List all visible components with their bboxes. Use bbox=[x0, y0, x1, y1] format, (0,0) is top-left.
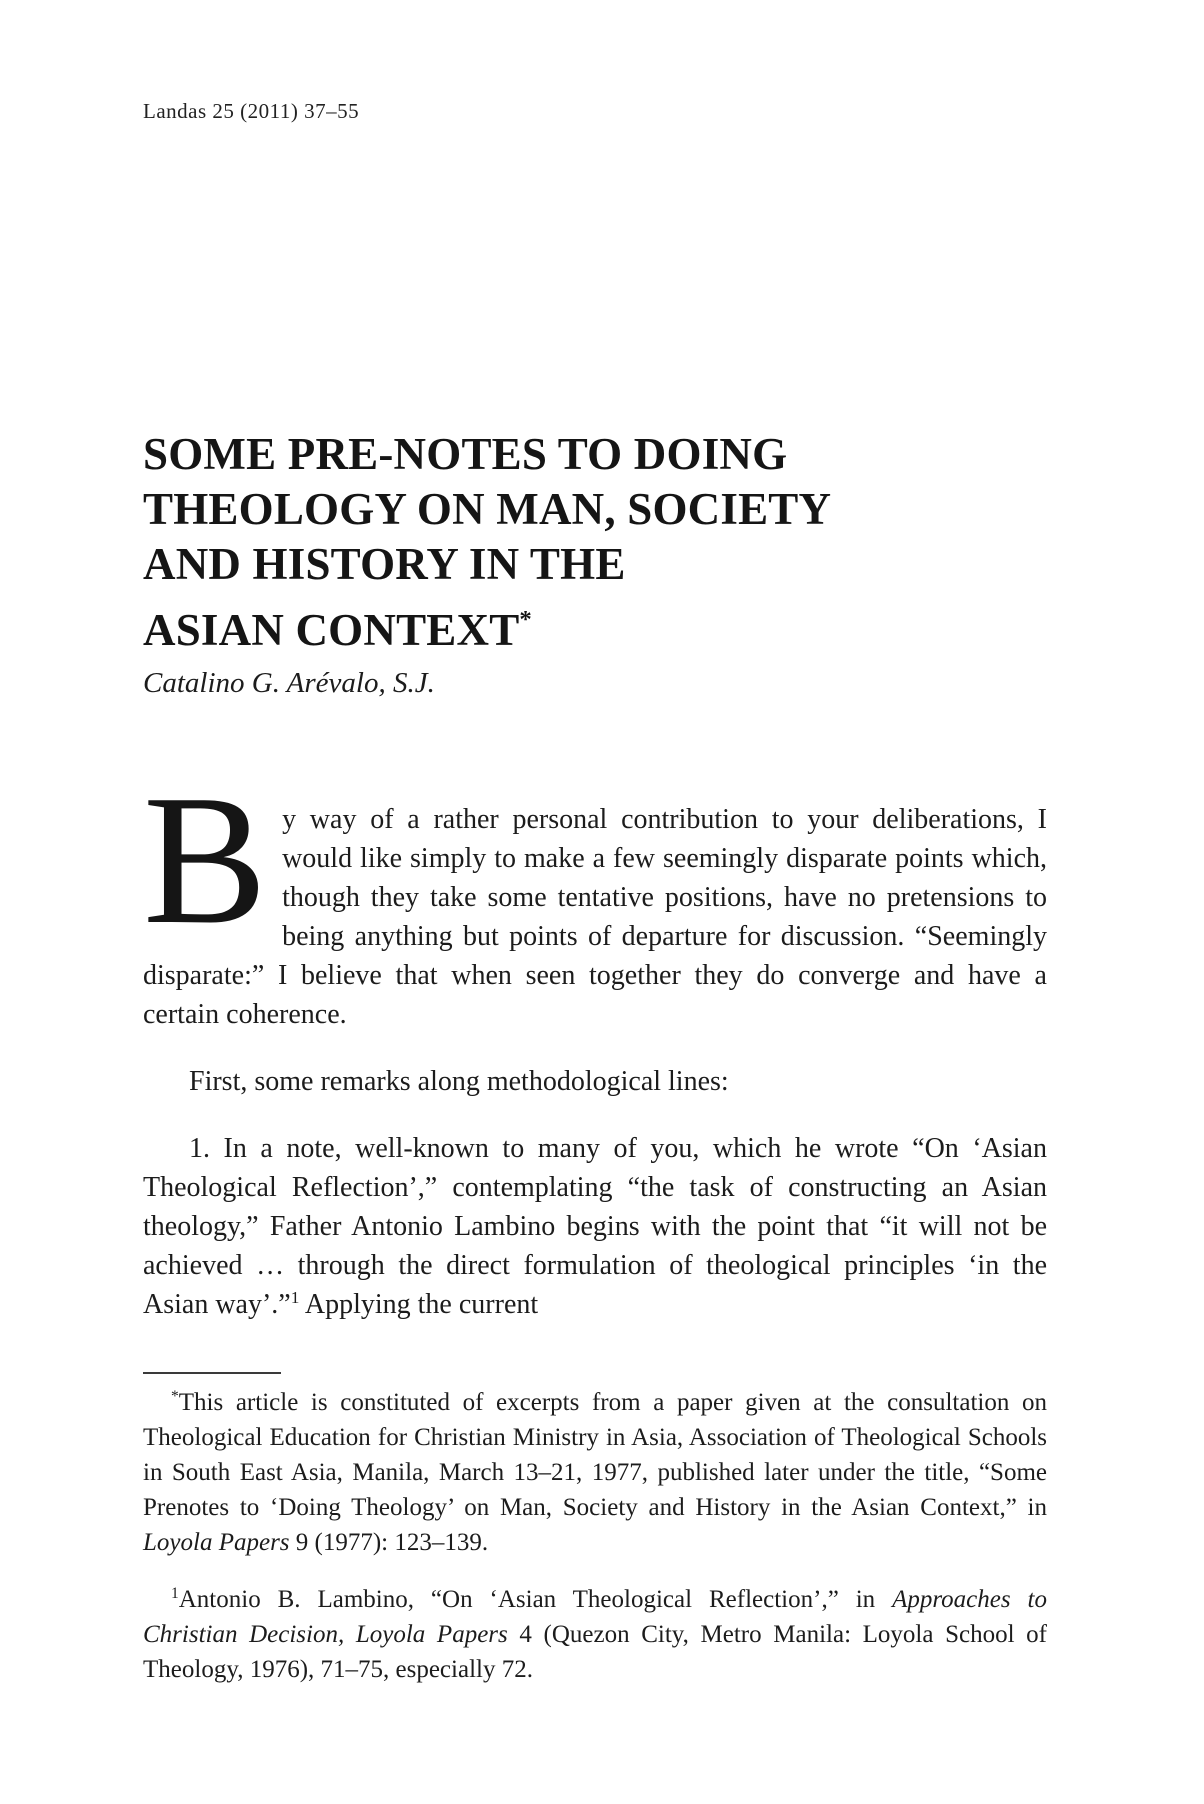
journal-reference: Landas 25 (2011) 37–55 bbox=[143, 99, 360, 123]
title-line-2: THEOLOGY ON MAN, SOCIETY bbox=[143, 484, 832, 534]
footnote-asterisk-journal-title: Loyola Papers bbox=[143, 1529, 290, 1556]
footnote-asterisk-text: This article is constituted of excerpts from a paper given at the consultation on Theological Education for Christian Ministry in Asia, Association of Theological Schools in South East Asia, Manila, March 13–21, 1977, published later under the title, “Some Prenotes to ‘Doing Theology’ on Man, Society and History in the Asian Context,” in bbox=[143, 1389, 1047, 1521]
title-line-4-text: ASIAN CONTEXT bbox=[143, 605, 520, 655]
paragraph-point-1 bbox=[143, 1129, 1047, 1324]
article-title bbox=[143, 427, 1047, 658]
footnote-1 bbox=[143, 1582, 1047, 1687]
footnote-1-text: Antonio B. Lambino, “On ‘Asian Theological Reflection’,” in bbox=[178, 1586, 893, 1613]
footnote-asterisk-text-end: 9 (1977): 123–139. bbox=[289, 1529, 489, 1556]
title-line-1: SOME PRE-NOTES TO DOING bbox=[143, 429, 788, 479]
footnotes-section bbox=[143, 1372, 1047, 1687]
drop-cap: B bbox=[143, 757, 268, 963]
author-byline: Catalino G. Arévalo, S.J. bbox=[143, 667, 435, 699]
paragraph-intro bbox=[143, 757, 1047, 1034]
footnote-1-reference: 1 bbox=[290, 1288, 300, 1307]
paragraph-first-remarks: First, some remarks along methodological lines: bbox=[189, 1066, 729, 1097]
footnote-1-marker: 1 bbox=[171, 1585, 179, 1602]
footnote-separator-rule bbox=[143, 1372, 281, 1374]
footnote-asterisk-marker: * bbox=[171, 1388, 179, 1405]
footnote-1-book-title: Approaches to Christian Decision, Loyola Papers bbox=[143, 1586, 1047, 1648]
title-line-3: AND HISTORY IN THE bbox=[143, 539, 626, 589]
title-footnote-asterisk: * bbox=[519, 606, 532, 633]
footnote-1-text-end: 4 (Quezon City, Metro Manila: Loyola School of Theology, 1976), 71–75, especially 72. bbox=[143, 1621, 1047, 1683]
paragraph-point-1-text: 1. In a note, well-known to many of you, which he wrote “On ‘Asian Theological Reflection’,” contemplating “the task of constructing an Asian theology,” Father Antonio Lambino begins with the point that “it will not be achieved … through the direct formulation of theological principles ‘in the Asian way’.” bbox=[143, 1133, 1047, 1320]
paragraph-point-1-continuation: Applying the current bbox=[299, 1289, 539, 1320]
footnote-asterisk bbox=[143, 1385, 1047, 1560]
paragraph-intro-text: y way of a rather personal contribution to your deliberations, I would like simply to make a few seemingly disparate points which, though they take some tentative positions, have no pretensions to being anything but points of departure for discussion. “Seemingly disparate:” I believe that when seen together they do converge and have a certain coherence. bbox=[143, 804, 1047, 1030]
article-body bbox=[143, 757, 1047, 1324]
title-line-4 bbox=[143, 592, 1047, 658]
